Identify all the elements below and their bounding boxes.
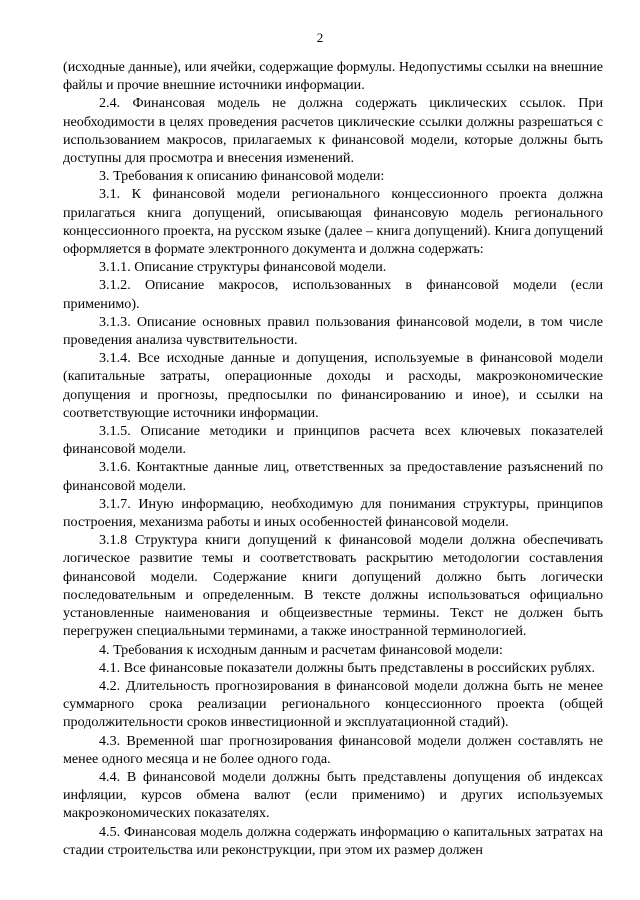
paragraph: 4. Требования к исходным данным и расчетам финансовой модели: [99, 641, 503, 658]
paragraph: 4.2. Длительность прогнозирования в финансовой модели должна быть не менее суммарного срока реализации регионального концессионного проекта (общей продолжительности сроков инвестиционной и эксплуатационной стадий). [63, 677, 603, 731]
paragraph: 2.4. Финансовая модель не должна содержать циклических ссылок. При необходимости в целях проведения расчетов циклические ссылки должны разрешаться с использованием макросов, прилагаемых к финансовой модели, которые должны быть доступны для просмотра и внесения изменений. [63, 95, 603, 167]
paragraph: 3.1.8 Структура книги допущений к финансовой модели должна обеспечивать логическое развитие темы и соответствовать раскрытию методологии составления финансовой модели. Содержание книги допущений должно быть логически последовательным и определенным. В тексте должны использоваться официально установленные наименования и общеизвестные термины. Текст не должен быть перегружен специальными терминами, а также иностранной терминологией. [63, 532, 603, 640]
paragraph: 3.1. К финансовой модели регионального концессионного проекта должна прилагаться книга допущений, описывающая финансовую модель регионального концессионного проекта, на русском языке (далее – книга допущений). Книга допущений оформляется в формате электронного документа и должна содержать: [63, 186, 603, 258]
paragraph: 3.1.4. Все исходные данные и допущения, используемые в финансовой модели (капитальные затраты, операционные доходы и расходы, макроэкономические допущения и прогнозы, предпосылки по финансированию и иное), и ссылки на соответствующие источники информации. [63, 350, 603, 421]
paragraph: 4.1. Все финансовые показатели должны быть представлены в российских рублях. [99, 659, 596, 676]
paragraph: 4.4. В финансовой модели должны быть представлены допущения об индексах инфляции, курсов обмена валют (если применимо) и других используемых макроэкономических показателях. [63, 768, 603, 822]
paragraph: (исходные данные), или ячейки, содержащие формулы. Недопустимы ссылки на внешние файлы и прочие внешние источники информации. [63, 59, 603, 94]
paragraph: 3.1.7. Иную информацию, необходимую для понимания структуры, принципов построения, механизма работы и иных особенностей финансовой модели. [63, 495, 603, 531]
paragraph: 4.3. Временной шаг прогнозирования финансовой модели должен составлять не менее одного месяца и не более одного года. [63, 732, 603, 767]
paragraph: 3.1.5. Описание методики и принципов расчета всех ключевых показателей финансовой модели. [63, 423, 603, 458]
page-number: 2 [316, 30, 324, 45]
paragraph: 3.1.2. Описание макросов, использованных в финансовой модели (если применимо). [63, 277, 603, 312]
paragraph: 3.1.1. Описание структуры финансовой модели. [99, 259, 387, 276]
paragraph: 3.1.6. Контактные данные лиц, ответственных за предоставление разъяснений по финансовой модели. [63, 459, 603, 494]
paragraph: 3. Требования к описанию финансовой модели: [99, 168, 385, 185]
paragraph: 3.1.3. Описание основных правил пользования финансовой модели, в том числе проведения анализа чувствительности. [63, 313, 603, 349]
document-body [63, 58, 603, 859]
paragraph: 4.5. Финансовая модель должна содержать информацию о капитальных затратах на стадии строительства или реконструкции, при этом их размер должен [63, 823, 603, 858]
